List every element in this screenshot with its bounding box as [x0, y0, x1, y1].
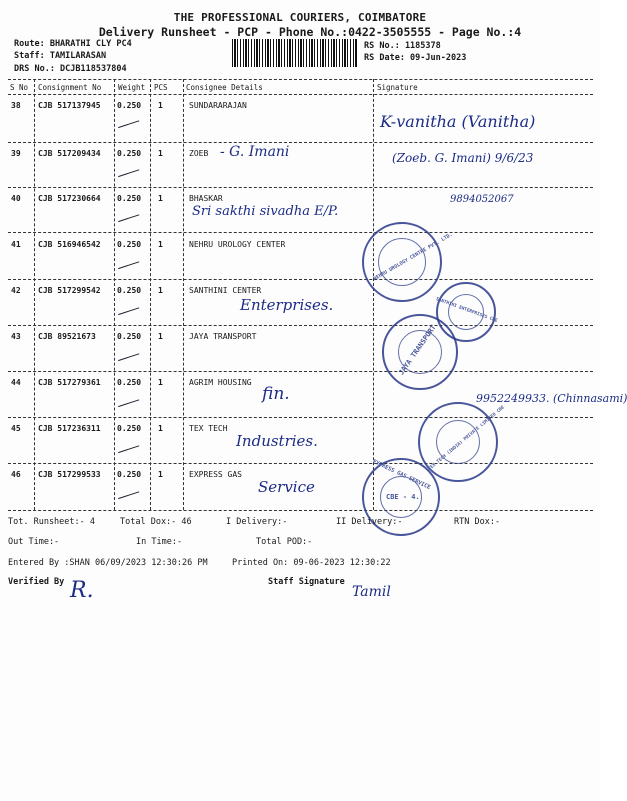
rs-number: RS No.: 1185378 — [364, 41, 441, 51]
col-divider — [114, 79, 115, 510]
row-consignee: BHASKAR — [189, 194, 223, 203]
row-pcs: 1 — [158, 194, 163, 203]
row-weight: 0.250 — [117, 149, 142, 158]
rtn-dox: RTN Dox:- — [454, 517, 501, 527]
handwritten-note: Sri sakthi sivadha E/P. — [192, 204, 339, 219]
row-sno: 43 — [11, 332, 21, 341]
tick-mark — [115, 110, 140, 128]
row-weight: 0.250 — [117, 470, 142, 479]
row-rule — [8, 279, 593, 280]
stamp-text: JAYA TRANSPORT — [397, 323, 438, 377]
table-top-rule — [8, 79, 593, 80]
row-sno: 42 — [11, 286, 21, 295]
col-divider — [34, 79, 35, 510]
verified-by-label: Verified By — [8, 577, 65, 587]
tick-mark — [115, 343, 140, 361]
runsheet-subtitle: Delivery Runsheet - PCP - Phone No.:0422-3505555 - Page No.:4 — [98, 25, 522, 39]
row-consignment: CJB 517230664 — [38, 194, 101, 203]
row-consignee: TEX TECH — [189, 424, 228, 433]
handwritten-signature: 9894052067 — [450, 194, 514, 205]
row-sno: 45 — [11, 424, 21, 433]
handwritten-note: Industries. — [236, 432, 318, 450]
row-consignment: CJB 517279361 — [38, 378, 101, 387]
jaya-transport-stamp — [382, 314, 458, 390]
row-sno: 41 — [11, 240, 21, 249]
header-bottom-rule — [8, 94, 593, 95]
row-weight: 0.250 — [117, 194, 142, 203]
row-weight: 0.250 — [117, 378, 142, 387]
row-sno: 38 — [11, 101, 21, 110]
row-consignment: CJB 517209434 — [38, 149, 101, 158]
col-header-details: Consignee Details — [186, 83, 263, 92]
stamp-city: CBE - 4. — [386, 493, 420, 501]
row-sno: 40 — [11, 194, 21, 203]
row-consignee: ZOEB — [189, 149, 209, 158]
row-consignment: CJB 517236311 — [38, 424, 101, 433]
out-time: Out Time:- — [8, 537, 60, 547]
row-pcs: 1 — [158, 240, 163, 249]
col-divider — [183, 79, 184, 510]
rs-date: RS Date: 09-Jun-2023 — [364, 53, 467, 63]
row-rule — [8, 463, 593, 464]
row-rule — [8, 187, 593, 188]
verified-signature: R. — [70, 578, 94, 603]
row-sno: 44 — [11, 378, 21, 387]
staff-signature-label: Staff Signature — [268, 577, 345, 587]
row-pcs: 1 — [158, 424, 163, 433]
stamp-text: SANTHINI ENTERPRISES CBE — [435, 297, 498, 324]
col-header-consignment: Consignment No — [38, 83, 102, 92]
handwritten-note: fin. — [262, 384, 290, 404]
company-title: THE PROFESSIONAL COURIERS, COIMBATORE — [173, 11, 427, 24]
row-pcs: 1 — [158, 286, 163, 295]
row-consignee: SANTHINI CENTER — [189, 286, 262, 295]
col-divider — [373, 79, 374, 510]
row-consignment: CJB 517137945 — [38, 101, 101, 110]
row-consignment: CJB 517299542 — [38, 286, 101, 295]
row-consignee: SUNDARARAJAN — [189, 101, 247, 110]
row-pcs: 1 — [158, 332, 163, 341]
tick-mark — [115, 251, 140, 269]
row-sno: 46 — [11, 470, 21, 479]
handwritten-note: Service — [258, 478, 315, 496]
row-consignee: AGRIM HOUSING — [189, 378, 252, 387]
row-consignee: NEHRU UROLOGY CENTER — [189, 240, 286, 249]
col-divider — [150, 79, 151, 510]
row-weight: 0.250 — [117, 101, 142, 110]
row-consignment: CJB 89521673 — [38, 332, 96, 341]
row-rule — [8, 371, 593, 372]
row-consignee: JAYA TRANSPORT — [189, 332, 257, 341]
drs-number: DRS No.: DCJB118537804 — [14, 64, 127, 74]
row-weight: 0.250 — [117, 286, 142, 295]
row-rule — [8, 417, 593, 418]
tick-mark — [115, 389, 140, 407]
tick-mark — [115, 435, 140, 453]
row-consignment: CJB 516946542 — [38, 240, 101, 249]
total-dox: Total Dox:- 46 — [120, 517, 192, 527]
stamp-text: TEX TECH (INDIA) PRIVATE LIMITED CBE — [427, 405, 506, 472]
row-rule — [8, 142, 593, 143]
entered-by: Entered By :SHAN 06/09/2023 12:30:26 PM — [8, 558, 208, 568]
row-consignment: CJB 517299533 — [38, 470, 101, 479]
col-header-sno: S No — [10, 83, 29, 92]
tick-mark — [115, 204, 140, 222]
stamp-text: EXPRESS GAS SERVICE — [371, 458, 432, 492]
handwritten-signature: (Zoeb. G. Imani) 9/6/23 — [392, 151, 534, 165]
staff-label: Staff: TAMILARASAN — [14, 51, 107, 61]
row-consignee: EXPRESS GAS — [189, 470, 242, 479]
route-label: Route: BHARATHI CLY PC4 — [14, 39, 132, 49]
row-rule — [8, 325, 593, 326]
second-delivery: II Delivery:- — [336, 517, 403, 527]
row-pcs: 1 — [158, 378, 163, 387]
col-header-pcs: PCS — [154, 83, 168, 92]
total-pod: Total POD:- — [256, 537, 313, 547]
in-time: In Time:- — [136, 537, 183, 547]
row-pcs: 1 — [158, 101, 163, 110]
row-pcs: 1 — [158, 149, 163, 158]
row-sno: 39 — [11, 149, 21, 158]
stamp-text: NEHRU UROLOGY CENTRE PVT. LTD. — [372, 231, 454, 283]
row-weight: 0.250 — [117, 240, 142, 249]
row-weight: 0.250 — [117, 332, 142, 341]
printed-on: Printed On: 09-06-2023 12:30:22 — [232, 558, 391, 568]
barcode — [232, 39, 358, 67]
handwritten-signature: K-vanitha (Vanitha) — [380, 112, 536, 131]
total-runsheet: Tot. Runsheet:- 4 — [8, 517, 95, 527]
handwritten-signature: 9952249933. (Chinnasami) — [476, 392, 627, 405]
col-header-weight: Weight — [118, 83, 146, 92]
row-weight: 0.250 — [117, 424, 142, 433]
handwritten-note: Enterprises. — [240, 296, 334, 314]
nehru-stamp — [362, 222, 454, 302]
col-header-signature: Signature — [377, 83, 418, 92]
first-delivery: I Delivery:- — [226, 517, 288, 527]
row-rule — [8, 232, 593, 233]
staff-signature: Tamil — [352, 584, 391, 600]
handwritten-note: - G. Imani — [220, 144, 290, 160]
tick-mark — [115, 481, 140, 499]
tick-mark — [115, 297, 140, 315]
tick-mark — [115, 159, 140, 177]
table-bottom-rule — [8, 510, 593, 511]
row-pcs: 1 — [158, 470, 163, 479]
